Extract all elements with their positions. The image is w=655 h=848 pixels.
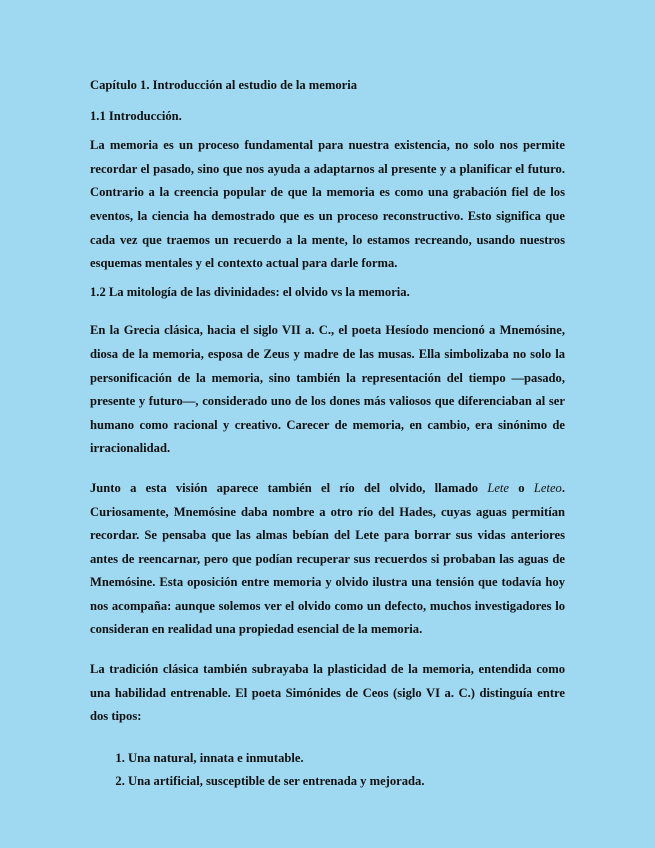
paragraph-lete [90,477,565,642]
list-item: 2. Una artificial, susceptible de ser entrenada y mejorada. [128,770,565,794]
paragraph-introduccion: La memoria es un proceso fundamental para nuestra existencia, no solo nos permite recordar el pasado, sino que nos ayuda a adaptarnos al presente y a planificar el futuro. Contrario a la creencia popular de que la memoria es como una grabación fiel de los eventos, la ciencia ha demostrado que es un proceso reconstructivo. Esto significa que cada vez que traemos un recuerdo a la mente, lo estamos recreando, usando nuestros esquemas mentales y el contexto actual para darle forma. [90,138,565,271]
section-heading-1-1: 1.1 Introducción. [90,108,182,123]
lete-rest-text: . Curiosamente, Mnemósine daba nombre a otro río del Hades, cuyas aguas permitían recordar. Se pensaba que las almas bebían del Lete para borrar sus vidas anteriores antes de reencarnar, pero que podían recuperar sus recuerdos si probaban las aguas de Mnemósine. Esta oposición entre memoria y olvido ilustra una tensión que todavía hoy nos acompaña: aunque solemos ver el olvido como un defecto, muchos investigadores lo consideran en realidad una propiedad esencial de la memoria. [90,480,565,637]
chapter-title: Capítulo 1. Introducción al estudio de la memoria [90,78,358,92]
list-item: 1. Una natural, innata e inmutable. [128,747,565,771]
memory-types-list [90,747,565,794]
document-body [90,74,565,794]
section-heading-1-2: 1.2 La mitología de las divinidades: el olvido vs la memoria. [90,284,410,299]
term-leteo: Leteo [533,480,562,495]
paragraph-mnemosine: En la Grecia clásica, hacia el siglo VII a. C., el poeta Hesíodo mencionó a Mnemósine, diosa de la memoria, esposa de Zeus y madre de las musas. Ella simbolizaba no solo la personificación de la memoria, sino también la representación del tiempo —pasado, presente y futuro—, considerado uno de los dones más valiosos que diferenciaban al ser humano como racional y creativo. Carecer de memoria, en cambio, era sinónimo de irracionalidad. [90,323,565,456]
paragraph-simonides: La tradición clásica también subrayaba la plasticidad de la memoria, entendida como una habilidad entrenable. El poeta Simónides de Ceos (siglo VI a. C.) distinguía entre dos tipos: [90,662,565,724]
lete-connector-text: o [509,480,534,495]
term-lete: Lete [487,480,510,495]
lete-intro-text: Junto a esta visión aparece también el río del olvido, llamado [90,480,488,495]
